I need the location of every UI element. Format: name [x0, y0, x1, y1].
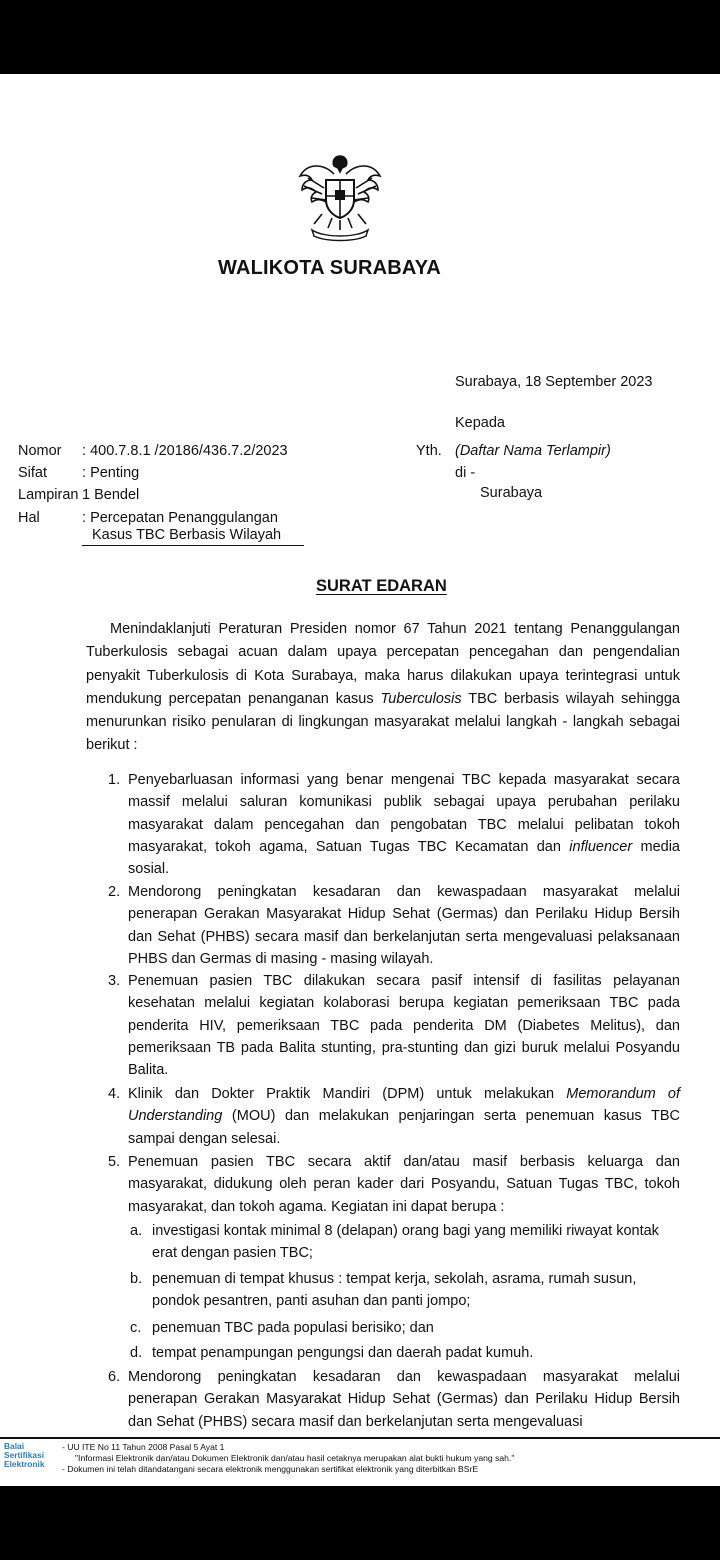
- meta-value-sifat: : Penting: [82, 465, 140, 481]
- meta-value-nomor: : 400.7.8.1 /20186/436.7.2/2023: [82, 443, 288, 459]
- meta-label-sifat: Sifat: [18, 465, 48, 481]
- letter-page: WALIKOTA SURABAYA Surabaya, 18 September 2023 Kepada Yth. (Daftar Nama Terlampir) di - Surabaya Nomor : 400.7.8.1 /20186/436.7.2/2023 Sifat : Penting Lampiran 1 Bendel Hal : Percepatan Penanggulangan Kasus TBC Berbasis Wilayah SURAT EDARAN Menindaklanjuti Peraturan Presiden nomor 67 Tahun 2021 tentang Penanggulangan Tuberkulosis sebagai acuan dalam upaya percepatan pencegahan dan pengendalian penyakit Tuberkulosis di Kota Surabaya, maka harus dilakukan upaya terintegrasi untuk mendukung percepatan penanganan kasus Tuberculosis TBC berbasis wilayah sehingga menurunkan risiko penularan di lingkungan masyarakat melalui langkah - langkah sebagai berikut : 1. Penyebarluasan informasi yang benar mengenai TBC kepada masyarakat secara massif melalui saluran komunikasi publik sebagai upaya perubahan perilaku masyarakat dalam pencegahan dan pengobatan TBC melalui pelibatan tokoh masyarakat, tokoh agama, Satuan Tugas TBC Kecamatan dan influencer media sosial. 2. Mendorong peningkatan kesadaran dan kewaspadaan masyarakat melalui penerapan Gerakan Masyarakat Hidup Sehat (Germas) dan Perilaku Hidup Bersih dan Sehat (PHBS) secara masif dan berkelanjutan serta mengevaluasi pelaksanaan PHBS dan Germas di masing - masing wilayah. 3. Penemuan pasien TBC dilakukan secara pasif intensif di fasilitas pelayanan kesehatan melalui kegiatan kolaborasi berupa kegiatan pemeriksaan TBC pada penderita HIV, pemeriksaan TBC pada penderita DM (Diabetes Melitus), dan pemeriksaan TB pada Balita stunting, pra-stunting dan gizi buruk melalui Posyandu Balita. 4. Klinik dan Dokter Praktik Mandiri (DPM) untuk melakukan Memorandum of Understanding (MOU) dan melakukan penjaringan serta penemuan kasus TBC sampai dengan selesai. 5. Penemuan pasien TBC secara aktif dan/atau masif berbasis keluarga dan masyarakat, didukung oleh peran kader dari Posyandu, Satuan Tugas TBC, tokoh masyarakat, dan tokoh agama. Kegiatan ini dapat berupa : a. investigasi kontak minimal 8 (delapan) orang bagi yang memiliki riwayat kontak erat dengan pasien TBC; b. penemuan di tempat khusus : tempat kerja, sekolah, asrama, rumah susun, pondok pesantren, panti asuhan dan panti jompo; c. penemuan TBC pada populasi berisiko; dan d. tempat penampungan pengungsi dan daerah padat kumuh. 6. Mendorong peningkatan kesadaran dan kewaspadaan masyarakat melalui penerapan Gerakan Masyarakat Hidup Sehat (Germas) dan Perilaku Hidup Bersih dan Sehat (PHBS) secara masif dan berkelanjutan serta mengevaluasi Balai Sertifikasi Elektronik - UU ITE No 11 Tahun 2008 Pasal 5 Ayat 1 "Informasi Elektronik dan/atau Dokumen Elektronik dan/atau hasil cetaknya merupakan alat bukti hukum yang sah." - Dokumen ini telah ditandatangani secara elektronik menggunakan sertifikat elektronik yang diterbitkan BSrE: [0, 74, 720, 1486]
- footer-line-2: "Informasi Elektronik dan/atau Dokumen Elektronik dan/atau hasil cetaknya merupakan alat bukti hukum yang sah.": [75, 1453, 515, 1463]
- document-heading: SURAT EDARAN: [316, 577, 447, 595]
- recipient-kepada: Kepada: [455, 415, 505, 431]
- meta-label-lampiran: Lampiran: [18, 487, 79, 503]
- meta-value-hal-line2: Kasus TBC Berbasis Wilayah: [92, 527, 282, 543]
- meta-label-nomor: Nomor: [18, 443, 62, 459]
- meta-label-hal: Hal: [18, 510, 40, 526]
- intro-paragraph: Menindaklanjuti Peraturan Presiden nomor 67 Tahun 2021 tentang Penanggulangan Tuberkulosis sebagai acuan dalam upaya percepatan pencegahan dan pengendalian penyakit Tuberkulosis di Kota Surabaya, maka harus dilakukan upaya terintegrasi untuk mendukung percepatan penanganan kasus Tuberculosis TBC berbasis wilayah sehingga menurunkan risiko penularan di lingkungan masyarakat melalui langkah - langkah sebagai berikut :: [86, 621, 680, 754]
- footer-line-3: - Dokumen ini telah ditandatangani secara elektronik menggunakan sertifikat elektronik yang diterbitkan BSrE: [62, 1464, 479, 1474]
- bsre-logo: Balai Sertifikasi Elektronik: [4, 1441, 45, 1469]
- footer-divider: [0, 1437, 720, 1439]
- footer-line-1: - UU ITE No 11 Tahun 2008 Pasal 5 Ayat 1: [62, 1442, 225, 1452]
- recipient-di: di -: [455, 465, 476, 481]
- recipient-yth: Yth.: [416, 443, 442, 459]
- meta-value-lampiran: 1 Bendel: [82, 487, 140, 503]
- recipient-city: Surabaya: [480, 485, 543, 501]
- hal-underline: [82, 545, 304, 546]
- letterhead-title: WALIKOTA SURABAYA: [218, 257, 442, 279]
- recipient-name: (Daftar Nama Terlampir): [455, 443, 611, 459]
- garuda-emblem-icon: [294, 152, 386, 242]
- meta-value-hal: : Percepatan Penanggulangan: [82, 510, 278, 526]
- date-line: Surabaya, 18 September 2023: [455, 374, 653, 390]
